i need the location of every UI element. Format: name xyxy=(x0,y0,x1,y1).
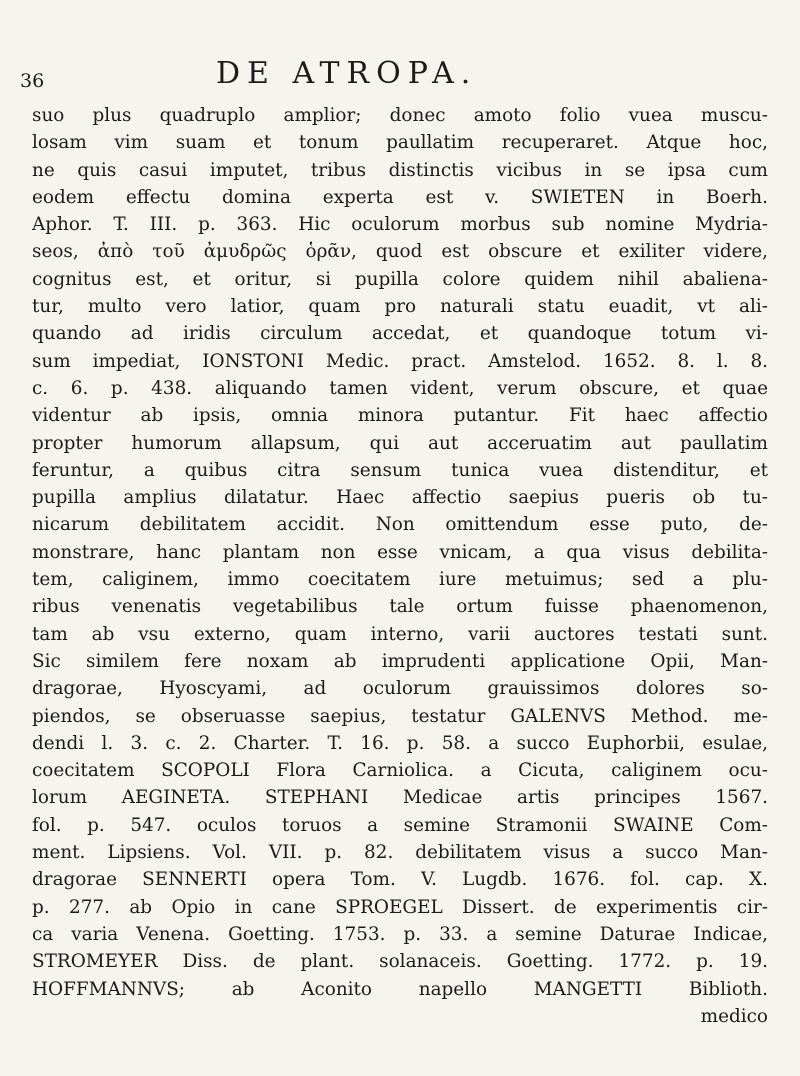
text-line: feruntur, a quibus citra sensum tunica vuea distenditur, et xyxy=(32,459,768,481)
text-line: eodem effectu domina experta est v. SWIETEN in Boerh. xyxy=(32,186,768,208)
text-line: suo plus quadruplo amplior; donec amoto folio vuea muscu- xyxy=(32,105,768,126)
text-line: lorum AEGINETA. STEPHANI Medicae artis principes 1567. xyxy=(32,787,768,809)
text-line: tur, multo vero latior, quam pro naturali statu euadit, vt ali- xyxy=(32,296,768,318)
text-line: cognitus est, et oritur, si pupilla colore quidem nihil abaliena- xyxy=(32,268,768,290)
text-line: ne quis casui imputet, tribus distinctis vicibus in se ipsa cum xyxy=(32,159,768,181)
text-line: nicarum debilitatem accidit. Non omittendum esse puto, de- xyxy=(32,514,768,536)
text-line: pupilla amplius dilatatur. Haec affectio saepius pueris ob tu- xyxy=(32,487,768,509)
catchword: medico xyxy=(700,1005,768,1027)
text-line: dragorae SENNERTI opera Tom. V. Lugdb. 1676. fol. cap. X. xyxy=(32,869,768,891)
running-title: DE ATROPA. xyxy=(216,56,478,91)
text-line: seos, ἀπὸ τοῦ ἀμυδρῶς ὁρᾶν, quod est obscure et exiliter videre, xyxy=(32,241,768,263)
text-line: dragorae, Hyoscyami, ad oculorum grauissimos dolores so- xyxy=(32,678,768,700)
text-line: losam vim suam et tonum paullatim recuperaret. Atque hoc, xyxy=(32,132,768,154)
text-line: Sic similem fere noxam ab imprudenti applicatione Opii, Man- xyxy=(32,650,768,672)
text-line: STROMEYER Diss. de plant. solanaceis. Goetting. 1772. p. 19. xyxy=(32,951,768,973)
text-line: videntur ab ipsis, omnia minora putantur. Fit haec affectio xyxy=(32,405,768,427)
text-line: piendos, se obseruasse saepius, testatur GALENVS Method. me- xyxy=(32,705,768,727)
text-line: ribus venenatis vegetabilibus tale ortum fuisse phaenomenon, xyxy=(32,596,768,618)
text-line: coecitatem SCOPOLI Flora Carniolica. a Cicuta, caliginem ocu- xyxy=(32,760,768,782)
text-line: monstrare, hanc plantam non esse vnicam, a qua visus debilita- xyxy=(32,541,768,563)
text-line: Aphor. T. III. p. 363. Hic oculorum morbus sub nomine Mydria- xyxy=(32,214,768,236)
text-line: sum impediat, IONSTONI Medic. pract. Amstelod. 1652. 8. l. 8. xyxy=(32,350,768,372)
text-line: ca varia Venena. Goetting. 1753. p. 33. a semine Daturae Indicae, xyxy=(32,923,768,945)
text-line: fol. p. 547. oculos toruos a semine Stramonii SWAINE Com- xyxy=(32,814,768,836)
text-line: ment. Lipsiens. Vol. VII. p. 82. debilitatem visus a succo Man- xyxy=(32,842,768,864)
text-line: HOFFMANNVS; ab Aconito napello MANGETTI Biblioth. xyxy=(32,978,768,1000)
text-line: quando ad iridis circulum accedat, et quandoque totum vi- xyxy=(32,323,768,345)
text-line: tem, caliginem, immo coecitatem iure metuimus; sed a plu- xyxy=(32,569,768,591)
body-text xyxy=(32,102,768,1030)
text-line: c. 6. p. 438. aliquando tamen vident, verum obscure, et quae xyxy=(32,377,768,399)
page-header xyxy=(0,52,800,92)
text-line: p. 277. ab Opio in cane SPROEGEL Dissert. de experimentis cir- xyxy=(32,896,768,918)
text-line: tam ab vsu externo, quam interno, varii auctores testati sunt. xyxy=(32,623,768,645)
text-line: dendi l. 3. c. 2. Charter. T. 16. p. 58. a succo Euphorbii, esulae, xyxy=(32,732,768,754)
text-line: propter humorum allapsum, qui aut acceruatim aut paullatim xyxy=(32,432,768,454)
page-number: 36 xyxy=(20,70,45,92)
